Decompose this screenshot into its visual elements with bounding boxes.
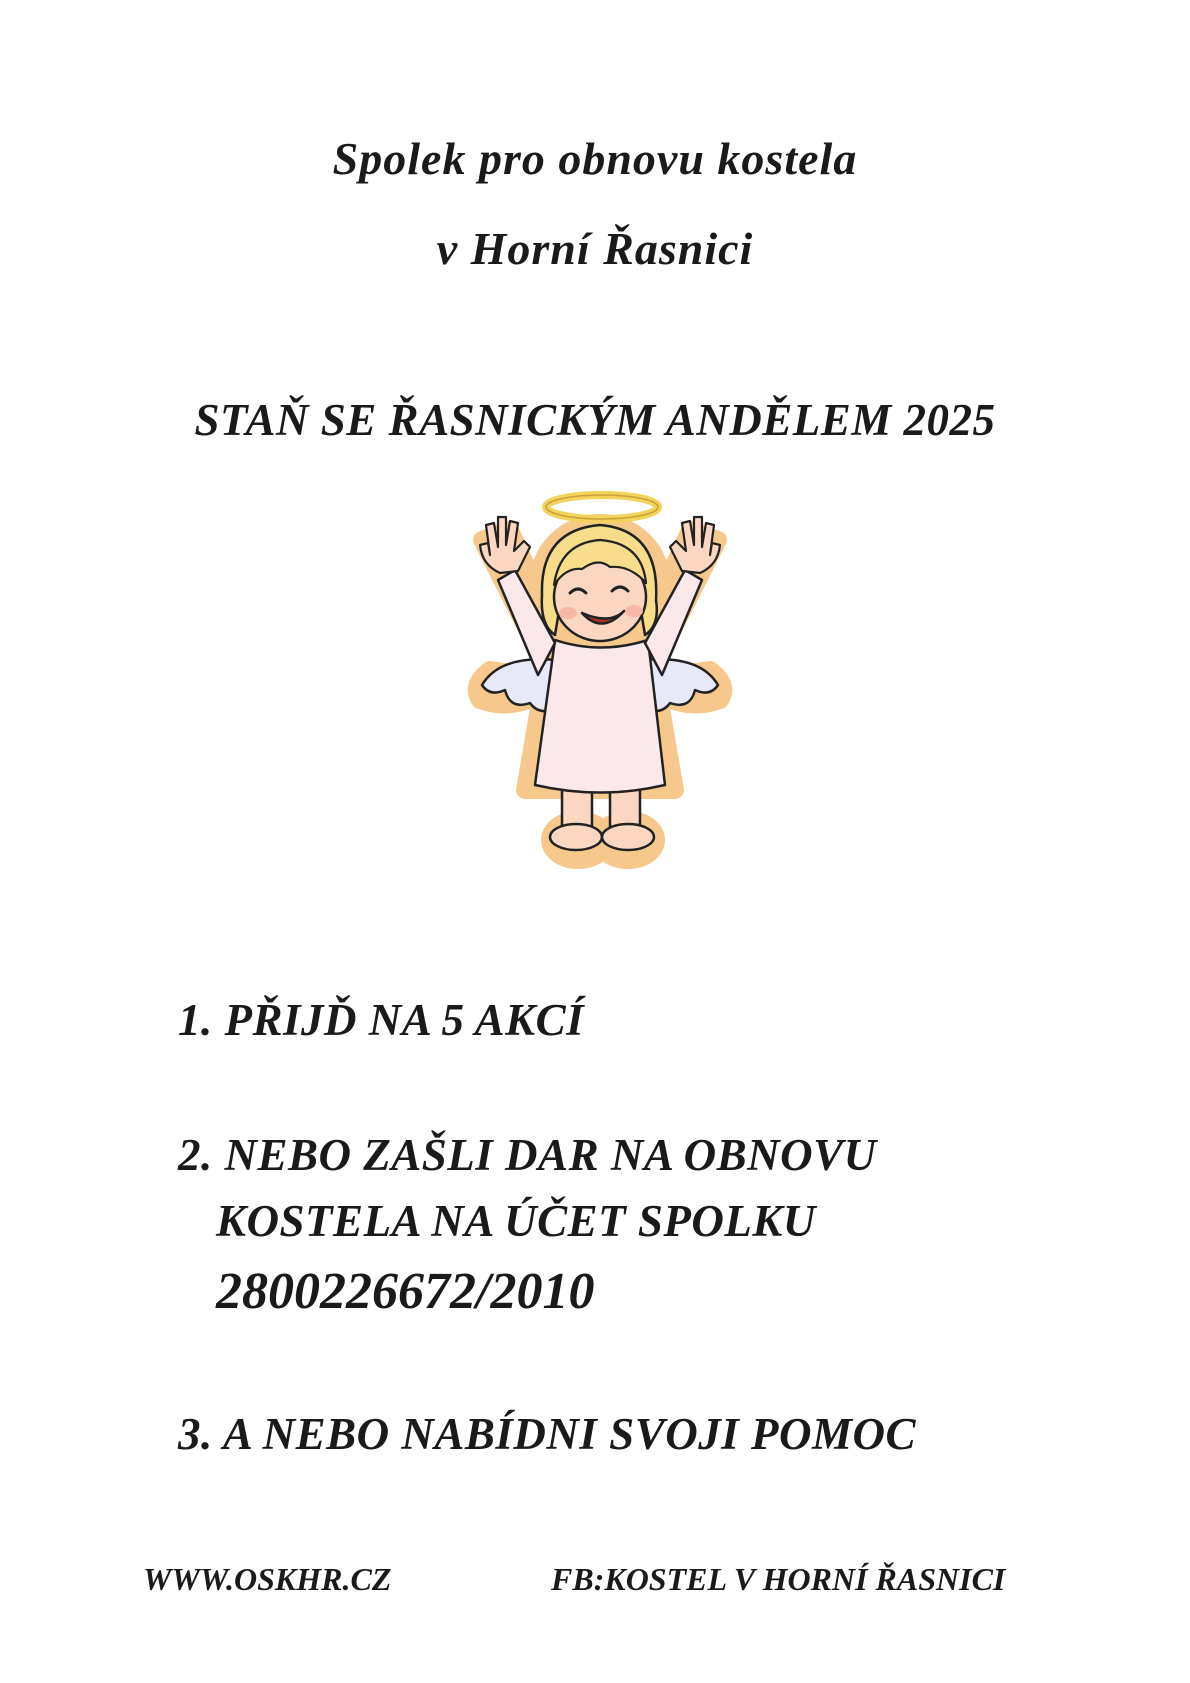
step-attend-events: 1. PŘIJĎ NA 5 AKCÍ xyxy=(178,995,585,1045)
organization-name-line-2: v Horní Řasnici xyxy=(436,223,754,274)
step-offer-help: 3. A NEBO NABÍDNI SVOJI POMOC xyxy=(178,1409,916,1459)
left-foot xyxy=(550,824,602,850)
step-donate-line-2: KOSTELA NA ÚČET SPOLKU xyxy=(216,1196,816,1246)
page-title: STAŇ SE ŘASNICKÝM ANDĚLEM 2025 xyxy=(194,395,996,445)
robe xyxy=(535,640,665,793)
website-link[interactable]: WWW.OSKHR.CZ xyxy=(143,1561,392,1597)
right-foot xyxy=(602,824,654,850)
facebook-page: FB:KOSTEL V HORNÍ ŘASNICI xyxy=(551,1561,1006,1597)
bank-account-number: 2800226672/2010 xyxy=(216,1263,595,1320)
angel-icon xyxy=(460,485,740,890)
step-donate-line-1: 2. NEBO ZAŠLI DAR NA OBNOVU xyxy=(178,1130,877,1180)
organization-name-line-1: Spolek pro obnovu kostela xyxy=(332,133,858,184)
